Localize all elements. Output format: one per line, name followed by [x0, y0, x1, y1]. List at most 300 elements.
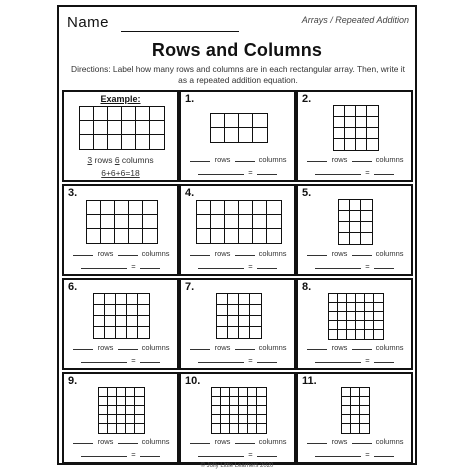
problem-number: 2. [302, 93, 312, 105]
array-square [150, 121, 164, 135]
rows-columns-answer [64, 249, 177, 258]
problem-cell-4 [179, 184, 296, 276]
array-square [356, 117, 367, 128]
answer-blank[interactable] [307, 249, 327, 256]
array-square [99, 388, 108, 397]
array-square [367, 128, 378, 139]
equation-answer-blank[interactable] [198, 262, 244, 269]
array-square [351, 424, 360, 433]
page-title: Rows and Columns [151, 40, 323, 60]
array-square [338, 294, 347, 303]
rows-label: rows [92, 155, 115, 165]
equals-sign: = [129, 450, 138, 459]
rows-columns-answer [64, 343, 177, 352]
columns-label: columns [139, 343, 170, 352]
array-square [116, 305, 127, 316]
array-square [350, 222, 361, 233]
array-square [365, 321, 374, 330]
array-square [239, 294, 250, 305]
answer-blank[interactable] [140, 262, 160, 269]
array-square [334, 128, 345, 139]
rows-label: rows [329, 343, 350, 352]
array-square [239, 201, 253, 215]
array-square [217, 294, 228, 305]
array-square [365, 312, 374, 321]
array-square [221, 424, 230, 433]
array-square [347, 294, 356, 303]
equation-answer [298, 450, 411, 459]
array-square [221, 397, 230, 406]
array-square [230, 424, 239, 433]
array-square [138, 294, 149, 305]
answer-blank[interactable] [374, 168, 394, 175]
array-square [367, 139, 378, 150]
answer-blank[interactable] [374, 262, 394, 269]
equation-answer-blank[interactable] [315, 450, 361, 457]
array-square [212, 406, 221, 415]
array-square [339, 211, 350, 222]
array-grid [196, 200, 282, 244]
rows-columns-answer [181, 249, 294, 258]
array-square [126, 415, 135, 424]
array-square [339, 222, 350, 233]
array-square [253, 201, 267, 215]
array-grid [210, 113, 268, 143]
array-square [87, 229, 101, 243]
problem-cell-8 [296, 278, 413, 370]
rows-columns-answer [181, 343, 294, 352]
equation-answer [64, 262, 177, 271]
array-square [212, 415, 221, 424]
array-square [99, 406, 108, 415]
equals-sign: = [246, 450, 255, 459]
array-square [129, 201, 143, 215]
answer-blank[interactable] [374, 356, 394, 363]
array-square [221, 406, 230, 415]
array-square [129, 229, 143, 243]
problem-number: 1. [185, 93, 195, 105]
array-square [239, 305, 250, 316]
array-grid [86, 200, 158, 244]
array-square [122, 107, 136, 121]
equation-answer [64, 356, 177, 365]
array-square [135, 388, 144, 397]
columns-label: columns [373, 437, 404, 446]
array-square [117, 388, 126, 397]
columns-label: columns [139, 437, 170, 446]
array-square [105, 305, 116, 316]
array-square [342, 415, 351, 424]
array-square [108, 107, 122, 121]
array-square [212, 388, 221, 397]
equals-sign: = [363, 450, 372, 459]
array-square [225, 229, 239, 243]
columns-label: columns [373, 343, 404, 352]
equation-answer-blank[interactable] [198, 450, 244, 457]
answer-blank[interactable] [190, 155, 210, 162]
array-square [267, 229, 281, 243]
columns-label: columns [256, 155, 287, 164]
array-square [334, 139, 345, 150]
array-square [108, 424, 117, 433]
problem-number: 10. [185, 375, 201, 387]
equation-answer [64, 450, 177, 459]
array-square [339, 233, 350, 244]
array-square [329, 330, 338, 339]
rows-label: rows [212, 343, 233, 352]
equation-answer [181, 168, 294, 177]
array-square [212, 424, 221, 433]
equation-answer [298, 356, 411, 365]
array-square [257, 388, 266, 397]
array-square [361, 211, 372, 222]
array-square [225, 201, 239, 215]
array-square [239, 424, 248, 433]
array-square [127, 327, 138, 338]
array-square [239, 406, 248, 415]
array-square [253, 229, 267, 243]
array-square [122, 121, 136, 135]
array-square [228, 316, 239, 327]
array-square [94, 305, 105, 316]
array-square [239, 128, 253, 142]
array-square [239, 316, 250, 327]
answer-blank[interactable] [257, 168, 277, 175]
array-grid [338, 199, 373, 245]
columns-label: columns [256, 343, 287, 352]
equation-answer [64, 168, 177, 178]
array-square [374, 303, 383, 312]
answer-blank[interactable] [140, 450, 160, 457]
answer-blank[interactable] [257, 262, 277, 269]
answer-blank[interactable] [118, 249, 138, 256]
array-square [211, 215, 225, 229]
array-square [239, 114, 253, 128]
array-square [239, 388, 248, 397]
array-square [350, 200, 361, 211]
array-grid [333, 105, 379, 151]
array-grid [216, 293, 262, 339]
directions-text: Directions: Label how many rows and columns are in each rectangular array. Then, write it as a repeated addition equation. [71, 64, 405, 85]
array-square [117, 397, 126, 406]
array-square [138, 327, 149, 338]
array-square [356, 312, 365, 321]
array-square [115, 215, 129, 229]
array-square [126, 397, 135, 406]
problem-number: 9. [68, 375, 78, 387]
answer-blank[interactable] [73, 343, 93, 350]
array-square [211, 201, 225, 215]
array-square [250, 294, 261, 305]
array-square [230, 388, 239, 397]
rows-columns-answer [298, 155, 411, 164]
rows-label: rows [329, 155, 350, 164]
array-square [345, 128, 356, 139]
array-square [117, 415, 126, 424]
array-square [115, 201, 129, 215]
array-square [138, 305, 149, 316]
problem-number: 11. [302, 375, 317, 387]
example-cell [62, 90, 179, 182]
array-square [253, 215, 267, 229]
array-square [257, 397, 266, 406]
array-square [150, 135, 164, 149]
array-square [329, 312, 338, 321]
array-square [105, 294, 116, 305]
answer-blank[interactable] [190, 437, 210, 444]
array-square [225, 215, 239, 229]
rows-label: rows [329, 437, 350, 446]
array-square [347, 303, 356, 312]
array-square [248, 406, 257, 415]
array-square [108, 121, 122, 135]
array-square [342, 424, 351, 433]
array-square [342, 397, 351, 406]
answer-blank[interactable] [257, 450, 277, 457]
array-square [338, 303, 347, 312]
array-square [329, 321, 338, 330]
rows-columns-answer [181, 437, 294, 446]
array-square [253, 128, 267, 142]
array-square [108, 135, 122, 149]
array-square [257, 424, 266, 433]
equals-sign: = [129, 262, 138, 271]
array-square [225, 128, 239, 142]
array-square [351, 397, 360, 406]
example-columns-value: 6 [114, 155, 120, 165]
array-square [360, 424, 369, 433]
answer-blank[interactable] [352, 249, 372, 256]
array-square [361, 200, 372, 211]
columns-label: columns [256, 437, 287, 446]
array-square [356, 330, 365, 339]
answer-blank[interactable] [374, 450, 394, 457]
answer-blank[interactable] [190, 249, 210, 256]
array-square [225, 114, 239, 128]
array-square [126, 406, 135, 415]
array-square [267, 201, 281, 215]
array-square [80, 107, 94, 121]
array-square [228, 294, 239, 305]
problem-cell-6 [62, 278, 179, 370]
array-square [365, 330, 374, 339]
array-square [356, 128, 367, 139]
array-square [342, 388, 351, 397]
answer-blank[interactable] [190, 343, 210, 350]
problem-number: 5. [302, 187, 312, 199]
equals-sign: = [246, 168, 255, 177]
array-square [80, 135, 94, 149]
array-square [211, 114, 225, 128]
array-square [230, 406, 239, 415]
array-square [345, 139, 356, 150]
equation-answer [181, 450, 294, 459]
equals-sign: = [246, 262, 255, 271]
rows-label: rows [95, 437, 116, 446]
equals-sign: = [363, 262, 372, 271]
array-square [347, 321, 356, 330]
equation-answer [181, 356, 294, 365]
array-square [350, 233, 361, 244]
rows-label: rows [212, 155, 233, 164]
name-label: Name [67, 14, 110, 31]
array-square [150, 107, 164, 121]
array-square [342, 406, 351, 415]
array-square [257, 415, 266, 424]
answer-blank[interactable] [307, 437, 327, 444]
array-square [228, 327, 239, 338]
array-square [101, 229, 115, 243]
problem-number: 4. [185, 187, 195, 199]
name-line[interactable] [121, 31, 239, 32]
array-square [361, 233, 372, 244]
answer-blank[interactable] [307, 343, 327, 350]
rows-label: rows [212, 249, 233, 258]
problem-cell-2 [296, 90, 413, 182]
columns-label: columns [256, 249, 287, 258]
rows-columns-answer [64, 437, 177, 446]
rows-columns-answer [298, 249, 411, 258]
answer-blank[interactable] [118, 437, 138, 444]
rows-columns-answer [64, 155, 177, 165]
array-square [94, 121, 108, 135]
array-square [351, 415, 360, 424]
array-square [212, 397, 221, 406]
array-grid [211, 387, 267, 434]
answer-blank[interactable] [257, 356, 277, 363]
answer-blank[interactable] [352, 437, 372, 444]
array-square [334, 117, 345, 128]
equation-answer-blank[interactable] [315, 168, 361, 175]
problem-number: 8. [302, 281, 312, 293]
array-square [94, 107, 108, 121]
array-square [197, 201, 211, 215]
array-square [345, 106, 356, 117]
array-square [129, 215, 143, 229]
equation-answer-blank[interactable] [198, 168, 244, 175]
array-square [239, 215, 253, 229]
array-square [116, 327, 127, 338]
answer-blank[interactable] [352, 155, 372, 162]
rows-label: rows [212, 437, 233, 446]
array-square [351, 388, 360, 397]
answer-blank[interactable] [235, 437, 255, 444]
array-square [105, 327, 116, 338]
equation-answer-blank[interactable] [315, 262, 361, 269]
answer-blank[interactable] [73, 249, 93, 256]
columns-label: columns [139, 249, 170, 258]
array-square [338, 330, 347, 339]
array-square [351, 406, 360, 415]
problem-cell-11 [296, 372, 413, 464]
answer-blank[interactable] [235, 249, 255, 256]
array-square [239, 397, 248, 406]
array-square [228, 305, 239, 316]
array-square [338, 312, 347, 321]
example-rows-value: 3 [87, 155, 93, 165]
rows-columns-answer [298, 437, 411, 446]
equation-answer-blank[interactable] [81, 450, 127, 457]
array-square [367, 117, 378, 128]
array-square [127, 316, 138, 327]
columns-label: columns [373, 249, 404, 258]
array-square [99, 415, 108, 424]
answer-blank[interactable] [235, 155, 255, 162]
array-square [347, 330, 356, 339]
array-square [248, 388, 257, 397]
answer-blank[interactable] [307, 155, 327, 162]
equation-answer [298, 168, 411, 177]
array-square [267, 215, 281, 229]
array-square [87, 201, 101, 215]
columns-label: columns [119, 155, 154, 165]
array-square [94, 327, 105, 338]
array-square [217, 316, 228, 327]
array-square [239, 415, 248, 424]
equation-answer-blank[interactable] [315, 356, 361, 363]
equals-sign: = [129, 356, 138, 365]
array-square [115, 229, 129, 243]
answer-blank[interactable] [73, 437, 93, 444]
array-square [248, 424, 257, 433]
array-square [94, 316, 105, 327]
problem-number: 6. [68, 281, 78, 293]
array-square [361, 222, 372, 233]
array-square [250, 327, 261, 338]
answer-blank[interactable] [140, 356, 160, 363]
array-square [374, 330, 383, 339]
array-square [250, 305, 261, 316]
problem-cell-7 [179, 278, 296, 370]
example-equation: 6+6+6=18 [101, 168, 140, 178]
array-square [99, 424, 108, 433]
array-square [230, 397, 239, 406]
answer-blank[interactable] [352, 343, 372, 350]
array-square [248, 397, 257, 406]
equation-answer-blank[interactable] [81, 356, 127, 363]
array-square [101, 201, 115, 215]
equation-answer [181, 262, 294, 271]
array-square [257, 406, 266, 415]
array-square [101, 215, 115, 229]
answer-blank[interactable] [235, 343, 255, 350]
problem-cell-3 [62, 184, 179, 276]
equation-answer-blank[interactable] [198, 356, 244, 363]
array-square [356, 139, 367, 150]
equation-answer-blank[interactable] [81, 262, 127, 269]
array-grid [93, 293, 150, 339]
array-grid [98, 387, 145, 434]
problem-number: 7. [185, 281, 195, 293]
problem-cell-5 [296, 184, 413, 276]
array-square [143, 229, 157, 243]
array-square [138, 316, 149, 327]
array-square [356, 303, 365, 312]
array-square [217, 305, 228, 316]
array-square [197, 215, 211, 229]
answer-blank[interactable] [118, 343, 138, 350]
array-square [329, 303, 338, 312]
array-square [143, 215, 157, 229]
array-square [374, 294, 383, 303]
array-square [94, 294, 105, 305]
array-square [116, 316, 127, 327]
array-square [108, 388, 117, 397]
array-square [360, 388, 369, 397]
rows-label: rows [95, 343, 116, 352]
array-square [329, 294, 338, 303]
array-square [350, 211, 361, 222]
